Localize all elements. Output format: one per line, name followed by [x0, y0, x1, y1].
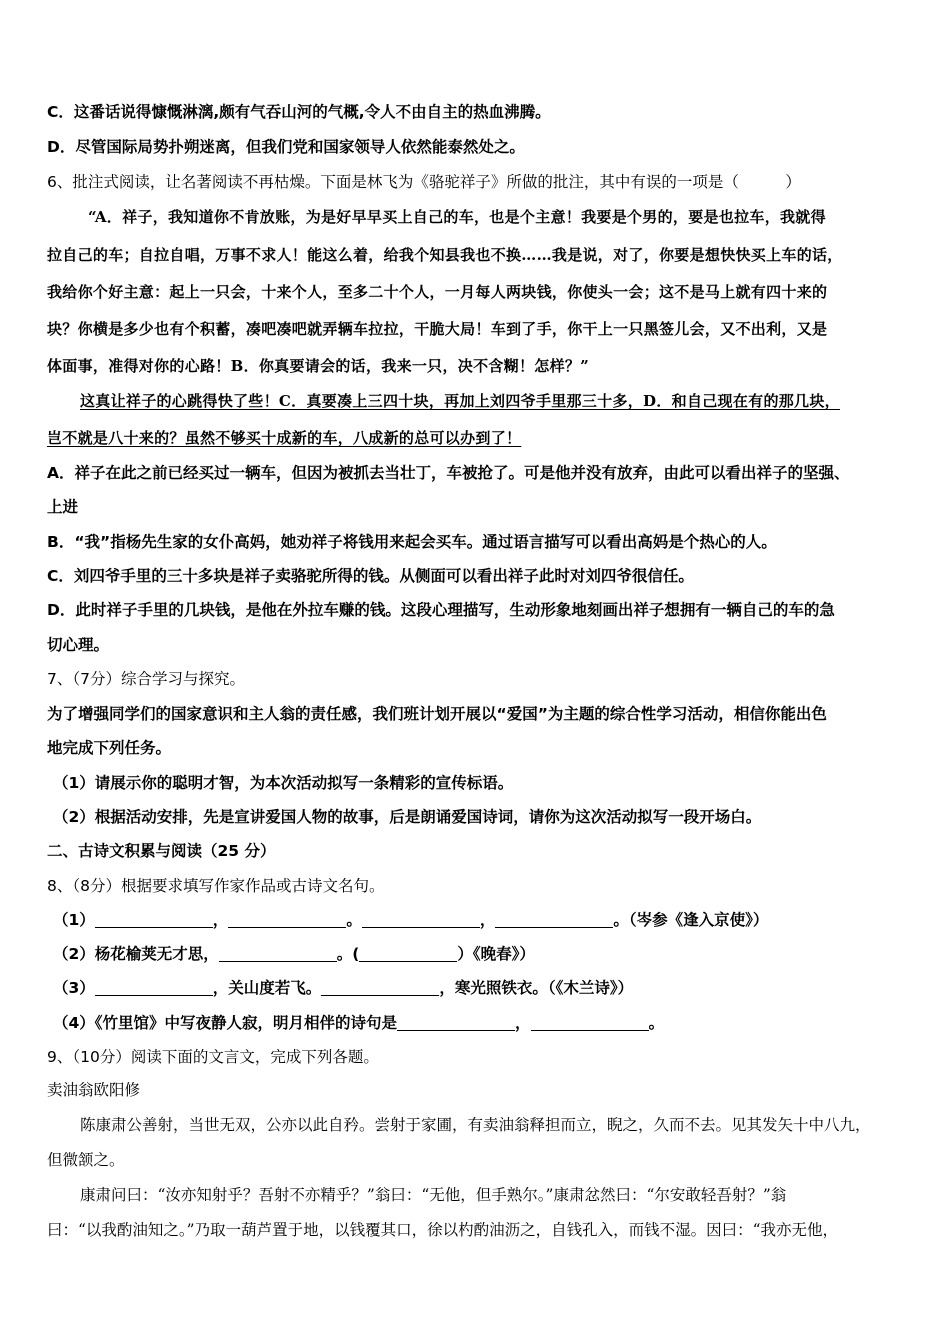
section-heading: 二、古诗文积累与阅读（25 分）: [47, 842, 276, 860]
q8-item-2-source: ）《晚春》）: [457, 945, 535, 963]
q7-intro: 为了增强同学们的国家意识和主人翁的责任感，我们班计划开展以“爱国”为主题的综合性学习活动，相信你能出色: [47, 705, 827, 723]
q6-passage-line: 体面事，准得对你的心路！B．你真要请会的话，我来一只，决不含糊！怎样？”: [47, 357, 590, 375]
q6-option-c: C．刘四爷手里的三十多块是祥子卖骆驼所得的钱。从侧面可以看出祥子此时对刘四爷很信任。: [47, 567, 694, 585]
answer-blank[interactable]: [219, 945, 337, 962]
q8-item-3: [53, 978, 913, 998]
q6-passage-line: 拉自己的车；自拉自唱，万事不求人！能这么着，给我个知县我也不换……我是说，对了，你要是想快快买上车的话，: [47, 246, 843, 264]
q6-option-b: B．“我”指杨先生家的女仆高妈，她劝祥子将钱用来起会买车。通过语言描写可以看出高妈是个热心的人。: [47, 533, 777, 551]
q8-item-2-label: （2）杨花榆荚无才思，: [53, 945, 219, 963]
q6-option-a: A．祥子在此之前已经买过一辆车，但因为被抓去当壮丁，车被抢了。可是他并没有放弃，由此可以看出祥子的坚强、: [47, 464, 850, 482]
q6-passage-line: 块？你横是多少也有个积蓄，凑吧凑吧就弄辆车拉拉，干脆大局！车到了手，你干上一只黑签儿会，又不出利，又是: [47, 320, 828, 338]
q6-option-d: D．此时祥子手里的几块钱，是他在外拉车赚的钱。这段心理描写，生动形象地刻画出祥子想拥有一辆自己的车的急: [47, 601, 835, 619]
q6-passage-line: “A．祥子，我知道你不肯放账，为是好早早买上自己的车，也是个主意！我要是个男的，要是也拉车，我就得: [88, 208, 826, 226]
q8-item-1-source: （岑参《逢入京使》）: [628, 911, 769, 929]
q8-item-3-label: （3）: [53, 979, 95, 997]
q6-option-a-cont: 上进: [47, 498, 79, 516]
q8-item-1-label: （1）: [53, 911, 95, 929]
q8-item-4-label: （4）《竹里馆》中写夜静人寂，明月相伴的诗句是: [53, 1014, 398, 1032]
answer-blank[interactable]: [359, 945, 457, 962]
q9-stem: 9、（10分）阅读下面的文言文，完成下列各题。: [47, 1048, 379, 1066]
q7-task-1: （1）请展示你的聪明才智，为本次活动拟写一条精彩的宣传标语。: [53, 774, 514, 792]
q6-passage2-line: 岂不就是八十来的？虽然不够买十成新的车，八成新的总可以办到了！: [47, 429, 522, 447]
q5-option-c: C．这番话说得慷慨淋漓,颇有气吞山河的气概,令人不由自主的热血沸腾。: [47, 103, 551, 121]
answer-blank[interactable]: [397, 1014, 515, 1031]
q8-stem: 8、（8分）根据要求填写作家作品或古诗文名句。: [47, 877, 385, 895]
answer-blank[interactable]: [228, 911, 346, 928]
q7-intro-cont: 地完成下列任务。: [47, 739, 172, 757]
q9-para-2-cont: 曰：“以我酌油知之。”乃取一葫芦置于地，以钱覆其口，徐以杓酌油沥之，自钱孔入，而钱不湿。因曰：“我亦无他，: [47, 1221, 839, 1239]
q9-para-1-cont: 但微颔之。: [47, 1151, 125, 1169]
answer-blank[interactable]: [362, 911, 480, 928]
answer-blank[interactable]: [531, 1014, 649, 1031]
answer-blank[interactable]: [321, 979, 439, 996]
q5-option-d: D．尽管国际局势扑朔迷离，但我们党和国家领导人依然能泰然处之。: [47, 138, 525, 156]
q8-item-3-mid: ，关山度若飞。: [212, 979, 322, 997]
q8-item-3-tail: ，寒光照铁衣。（《木兰诗》）: [439, 979, 634, 997]
q6-stem: 6、批注式阅读，让名著阅读不再枯燥。下面是林飞为《骆驼祥子》所做的批注，其中有误的一项是（ ）: [47, 173, 801, 191]
q8-item-4: （4）《竹里馆》中写夜静人寂，明月相伴的诗句是 ， 。: [53, 1014, 665, 1032]
answer-blank[interactable]: [95, 911, 213, 928]
q9-title: 卖油翁欧阳修: [47, 1081, 141, 1099]
answer-blank[interactable]: [95, 979, 213, 996]
q8-item-2: （2）杨花榆荚无才思， 。( ）《晚春》）: [53, 945, 535, 963]
q6-option-d-cont: 切心理。: [47, 636, 110, 654]
q7-task-2: （2）根据活动安排，先是宣讲爱国人物的故事，后是朗诵爱国诗词，请你为这次活动拟写一段开场白。: [53, 808, 762, 826]
answer-blank[interactable]: [495, 911, 613, 928]
q7-stem: 7、（7分）综合学习与探究。: [47, 670, 245, 688]
q8-item-1: （1） ， 。 ， 。（岑参《逢入京使》）: [53, 911, 769, 929]
q9-para-1: 陈康肃公善射，当世无双，公亦以此自矜。尝射于家圃，有卖油翁释担而立，睨之，久而不去。见其发矢十中八九，: [80, 1116, 871, 1134]
q6-passage2-line: 这真让祥子的心跳得快了些！C．真要凑上三四十块，再加上刘四爷手里那三十多，D．和自己现在有的那几块，: [80, 392, 840, 410]
q9-para-2: 康肃问曰：“汝亦知射乎？吾射不亦精乎？”翁曰：“无他，但手熟尔。”康肃忿然曰：“尔安敢轻吾射？”翁: [80, 1186, 787, 1204]
q6-passage-line: 我给你个好主意：起上一只会，十来个人，至多二十个人，一月每人两块钱，你使头一会；这不是马上就有四十来的: [47, 283, 828, 301]
